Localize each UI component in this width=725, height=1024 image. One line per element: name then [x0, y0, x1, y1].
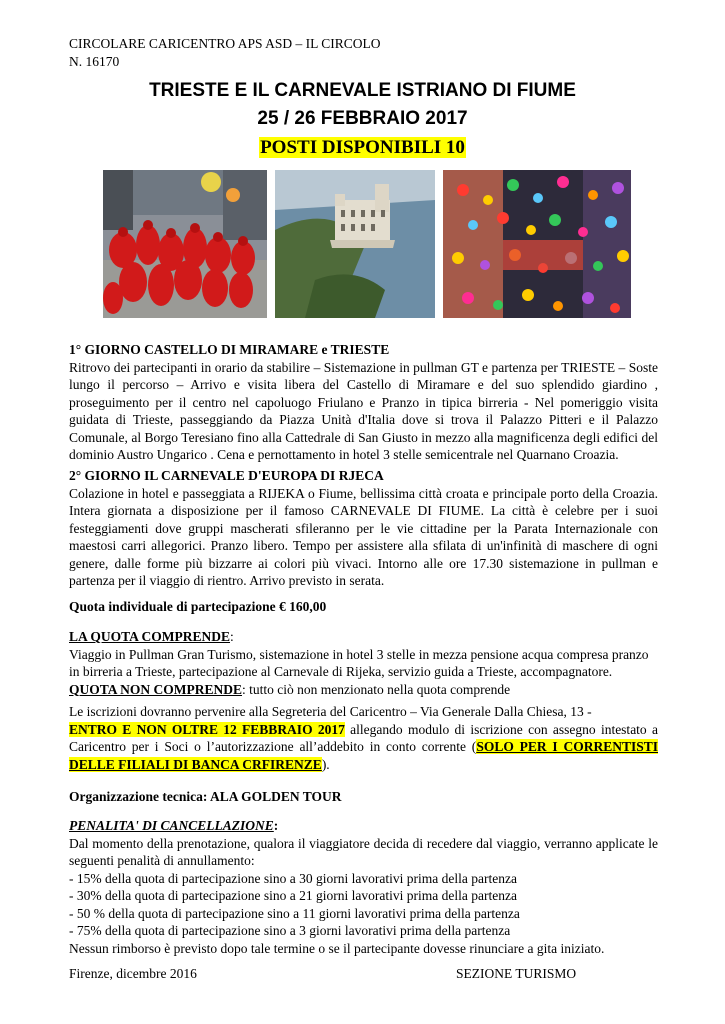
not-included-text: : tutto ciò non menzionato nella quota comprende: [242, 681, 511, 697]
header-line-1: CIRCOLARE CARICENTRO APS ASD – IL CIRCOLO: [69, 36, 381, 51]
registration-deadline: ENTRO E NON OLTRE 12 FEBBRAIO 2017: [69, 721, 345, 737]
cancellation-item: - 15% della quota di partecipazione sino a 30 giorni lavorativi prima della partenza: [69, 870, 517, 886]
included-colon: :: [230, 629, 234, 644]
cancellation-intro: Dal momento della prenotazione, qualora il viaggiatore decida di recedere dal viaggio, verranno applicate le seguenti penalità di annullamento:: [69, 835, 658, 868]
carnival-parade-photo: [103, 170, 267, 318]
day2-section: [69, 467, 658, 590]
registration-text: allegando modulo di iscrizione con assegno intestato a Caricentro per i Soci o l’autorizzazione all’addebito in conto corrente (: [69, 721, 658, 754]
circular-header: [69, 35, 381, 71]
day2-text: Colazione in hotel e passeggiata a RIJEKA o Fiume, bellissima città croata e principale porto della Croazia. Intera giornata a disposizione per il famoso CARNEVALE DI FIUME. La città è celebre per i suoi festeggiamenti dove gruppi mascherati sfileranno per le vie cittadine per la Parata Internazionale con maestosi carri allegorici. Pranzo libero. Tempo per assistere alla sfilata di un'infinità di maschere di ogni genere, dalle forme più bizzarre ai colori più vivaci. Intorno alle ore 17.30 sistemazione in pullman e partenza per il viaggio di rientro. Arrivo previsto in serata.: [69, 485, 658, 588]
cancellation-heading: PENALITA' DI CANCELLAZIONE: [69, 818, 274, 833]
registration-section: [69, 703, 658, 773]
registration-line1: Le iscrizioni dovranno pervenire alla Segreteria del Caricentro – Via Generale Dalla Chiesa, 13 -: [69, 704, 592, 719]
footer-section: SEZIONE TURISMO: [456, 966, 577, 981]
footer-date: Firenze, dicembre 2016: [69, 966, 197, 981]
available-seats: [0, 137, 725, 159]
miramare-castle-photo: [275, 170, 435, 318]
day2-heading: 2° GIORNO IL CARNEVALE D'EUROPA DI RJECA: [69, 468, 384, 483]
cancellation-heading-colon: :: [273, 818, 279, 833]
included-label: LA QUOTA COMPRENDE: [69, 629, 231, 644]
organizer-line: [69, 788, 658, 806]
document-title: TRIESTE E IL CARNEVALE ISTRIANO DI FIUME: [149, 80, 576, 101]
included-section: [69, 628, 658, 698]
document-date: 25 / 26 FEBBRAIO 2017: [257, 108, 468, 129]
organizer-text: Organizzazione tecnica: ALA GOLDEN TOUR: [69, 789, 342, 804]
price-line: [69, 598, 658, 616]
registration-end: ).: [321, 756, 330, 772]
registration-highlight: SOLO PER I CORRENTISTI DELLE FILIALI DI BANCA CRFIRENZE: [69, 739, 658, 772]
day1-text: Ritrovo dei partecipanti in orario da stabilire – Sistemazione in pullman GT e partenza per TRIESTE – Soste lungo il percorso – Arrivo e visita libera del Castello di Miramare e del suo splendido giardino , proseguimento per il centro nel capoluogo Friulano e Pranzo in tipica birreria - Nel pomeriggio visita guidata di Trieste, passeggiando da Piazza Unità d'Italia dove si trova il Palazzo Pitteri e il Palazzo Comunale, al Borgo Teresiano fino alla Cattedrale di San Giusto in mezzo alla magnificenza degli edifici del dominio Austro Ungarico . Cena e pernottamento in hotel 3 stelle semicentrale nel Quarnano Croazia.: [69, 359, 658, 462]
included-text: Viaggio in Pullman Gran Turismo, sistemazione in hotel 3 stelle in mezza pensione acqua compresa pranzo in birreria a Trieste, partecipazione al Carnevale di Rijeka, servizio guida a Trieste, accompagnatore.: [69, 646, 649, 679]
fiume-carnival-photo: [443, 170, 631, 318]
day1-section: [69, 341, 658, 464]
cancellation-item: - 30% della quota di partecipazione sino a 21 giorni lavorativi prima della partenza: [69, 888, 517, 903]
not-included-label: QUOTA NON COMPRENDE: [69, 681, 243, 697]
day1-heading: 1° GIORNO CASTELLO DI MIRAMARE e TRIESTE: [69, 342, 390, 357]
cancellation-item: - 50 % della quota di partecipazione sino a 11 giorni lavorativi prima della partenza: [69, 905, 520, 921]
cancellation-section: [69, 817, 658, 957]
cancellation-item: - 75% della quota di partecipazione sino a 3 giorni lavorativi prima della partenza: [69, 923, 511, 938]
price-text: Quota individuale di partecipazione € 160,00: [69, 599, 327, 614]
header-line-2: N. 16170: [69, 54, 120, 69]
cancellation-note: Nessun rimborso è previsto dopo tale termine o se il partecipante dovesse rinunciare a gita iniziato.: [69, 940, 605, 956]
available-seats-label: POSTI DISPONIBILI 10: [260, 137, 465, 158]
